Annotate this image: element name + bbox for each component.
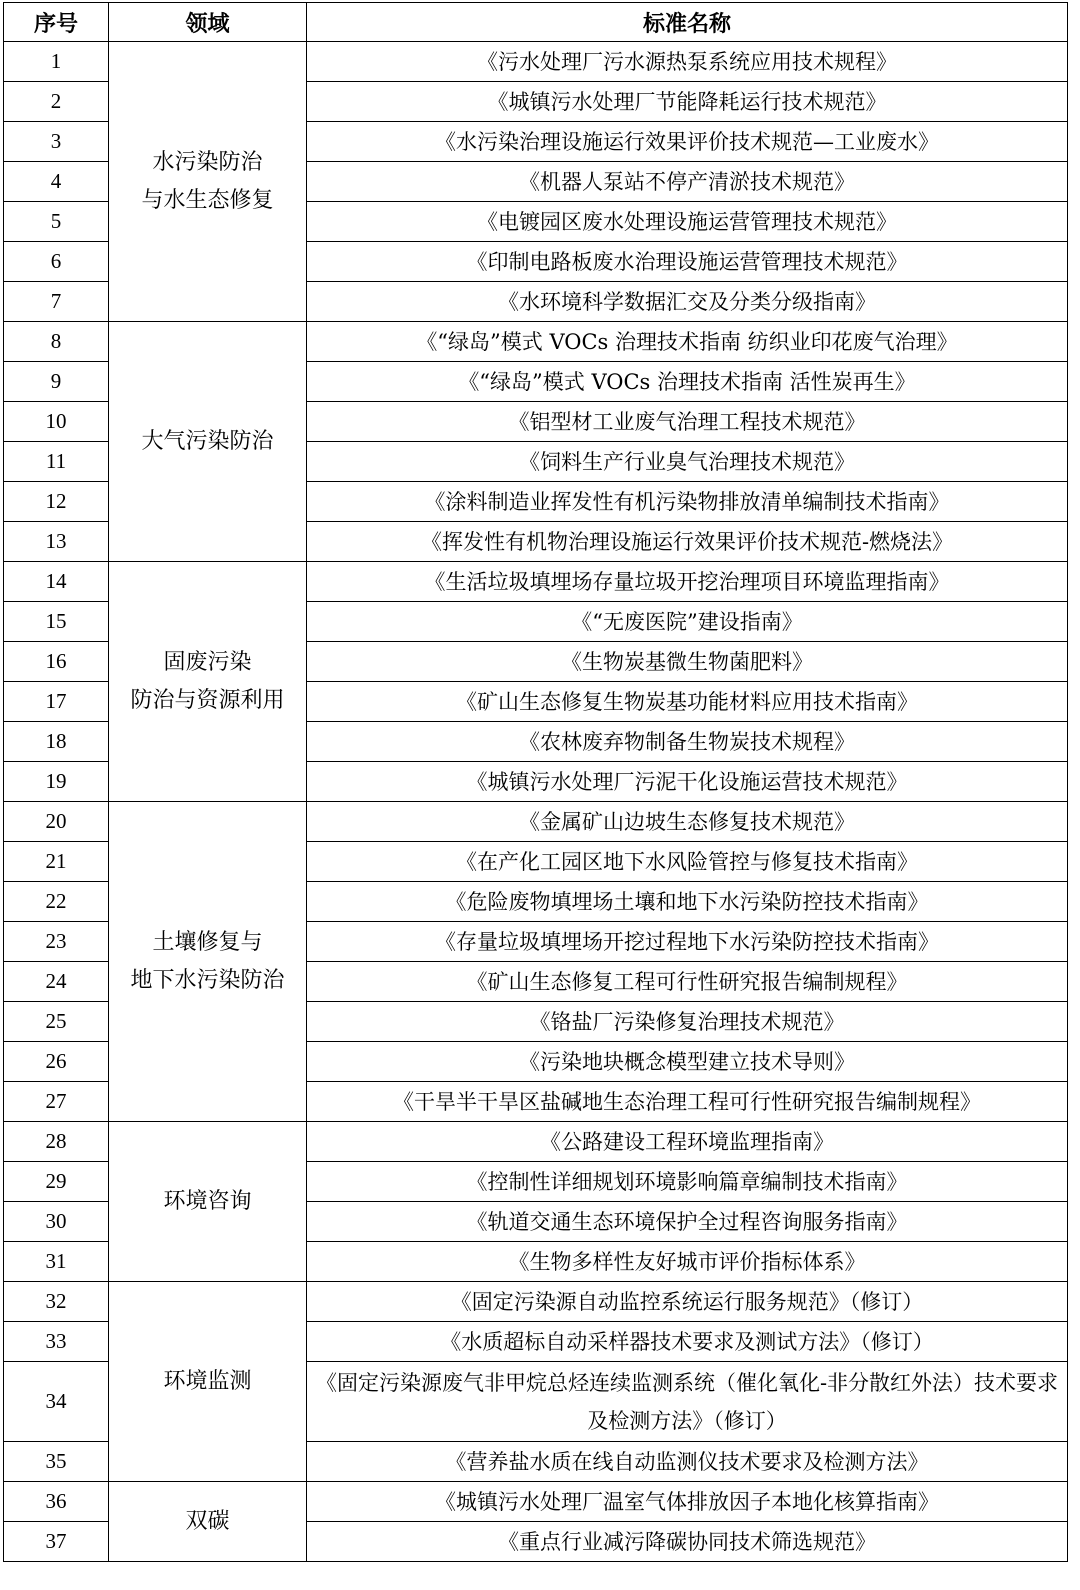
standard-name: 《“绿岛”模式 VOCs 治理技术指南 活性炭再生》 <box>307 362 1068 402</box>
header-num: 序号 <box>4 3 109 42</box>
table-row <box>4 802 1068 842</box>
row-number: 20 <box>4 802 109 842</box>
standard-name: 《金属矿山边坡生态修复技术规范》 <box>307 802 1068 842</box>
standard-name: 《矿山生态修复工程可行性研究报告编制规程》 <box>307 962 1068 1002</box>
row-number: 26 <box>4 1042 109 1082</box>
standard-name: 《干旱半干旱区盐碱地生态治理工程可行性研究报告编制规程》 <box>307 1082 1068 1122</box>
row-number: 11 <box>4 442 109 482</box>
row-number: 36 <box>4 1482 109 1522</box>
standard-name: 《生物多样性友好城市评价指标体系》 <box>307 1242 1068 1282</box>
row-number: 30 <box>4 1202 109 1242</box>
table-row <box>4 1122 1068 1162</box>
standard-name: 《电镀园区废水处理设施运营管理技术规范》 <box>307 202 1068 242</box>
standard-name: 《铬盐厂污染修复治理技术规范》 <box>307 1002 1068 1042</box>
standard-name: 《营养盐水质在线自动监测仪技术要求及检测方法》 <box>307 1442 1068 1482</box>
row-number: 10 <box>4 402 109 442</box>
standard-name: 《“绿岛”模式 VOCs 治理技术指南 纺织业印花废气治理》 <box>307 322 1068 362</box>
row-number: 33 <box>4 1322 109 1362</box>
row-number: 13 <box>4 522 109 562</box>
table-row <box>4 322 1068 362</box>
row-number: 18 <box>4 722 109 762</box>
table-body <box>4 42 1068 1562</box>
standard-name: 《固定污染源废气非甲烷总烃连续监测系统（催化氧化-非分散红外法）技术要求及检测方法》（修订） <box>307 1362 1068 1442</box>
standard-name: 《公路建设工程环境监理指南》 <box>307 1122 1068 1162</box>
standard-name: 《固定污染源自动监控系统运行服务规范》（修订） <box>307 1282 1068 1322</box>
standard-name: 《饲料生产行业臭气治理技术规范》 <box>307 442 1068 482</box>
table-row <box>4 42 1068 82</box>
standard-name: 《重点行业减污降碳协同技术筛选规范》 <box>307 1522 1068 1562</box>
row-number: 2 <box>4 82 109 122</box>
standard-name: 《在产化工园区地下水风险管控与修复技术指南》 <box>307 842 1068 882</box>
standard-name: 《水质超标自动采样器技术要求及测试方法》（修订） <box>307 1322 1068 1362</box>
row-number: 6 <box>4 242 109 282</box>
row-number: 24 <box>4 962 109 1002</box>
standard-name: 《轨道交通生态环境保护全过程咨询服务指南》 <box>307 1202 1068 1242</box>
row-number: 23 <box>4 922 109 962</box>
standard-name: 《“无废医院”建设指南》 <box>307 602 1068 642</box>
row-number: 12 <box>4 482 109 522</box>
row-number: 31 <box>4 1242 109 1282</box>
standard-name: 《城镇污水处理厂温室气体排放因子本地化核算指南》 <box>307 1482 1068 1522</box>
table-row <box>4 562 1068 602</box>
standard-name: 《控制性详细规划环境影响篇章编制技术指南》 <box>307 1162 1068 1202</box>
domain-cell: 土壤修复与 地下水污染防治 <box>109 802 307 1122</box>
domain-cell: 固废污染 防治与资源利用 <box>109 562 307 802</box>
standard-name: 《机器人泵站不停产清淤技术规范》 <box>307 162 1068 202</box>
standard-name: 《农林废弃物制备生物炭技术规程》 <box>307 722 1068 762</box>
row-number: 21 <box>4 842 109 882</box>
row-number: 8 <box>4 322 109 362</box>
header-domain: 领域 <box>109 3 307 42</box>
row-number: 15 <box>4 602 109 642</box>
standard-name: 《存量垃圾填埋场开挖过程地下水污染防控技术指南》 <box>307 922 1068 962</box>
standard-name: 《生活垃圾填埋场存量垃圾开挖治理项目环境监理指南》 <box>307 562 1068 602</box>
row-number: 35 <box>4 1442 109 1482</box>
header-name: 标准名称 <box>307 3 1068 42</box>
row-number: 34 <box>4 1362 109 1442</box>
row-number: 17 <box>4 682 109 722</box>
standard-name: 《涂料制造业挥发性有机污染物排放清单编制技术指南》 <box>307 482 1068 522</box>
row-number: 27 <box>4 1082 109 1122</box>
row-number: 22 <box>4 882 109 922</box>
row-number: 29 <box>4 1162 109 1202</box>
standard-name: 《危险废物填埋场土壤和地下水污染防控技术指南》 <box>307 882 1068 922</box>
standard-name: 《污染地块概念模型建立技术导则》 <box>307 1042 1068 1082</box>
row-number: 4 <box>4 162 109 202</box>
standard-name: 《城镇污水处理厂节能降耗运行技术规范》 <box>307 82 1068 122</box>
standards-table <box>3 2 1068 1562</box>
standard-name: 《污水处理厂污水源热泵系统应用技术规程》 <box>307 42 1068 82</box>
row-number: 5 <box>4 202 109 242</box>
standard-name: 《水污染治理设施运行效果评价技术规范—工业废水》 <box>307 122 1068 162</box>
row-number: 25 <box>4 1002 109 1042</box>
header-row <box>4 3 1068 42</box>
domain-cell: 环境咨询 <box>109 1122 307 1282</box>
domain-cell: 大气污染防治 <box>109 322 307 562</box>
table-row <box>4 1282 1068 1322</box>
row-number: 32 <box>4 1282 109 1322</box>
table-row <box>4 1482 1068 1522</box>
standard-name: 《城镇污水处理厂污泥干化设施运营技术规范》 <box>307 762 1068 802</box>
row-number: 14 <box>4 562 109 602</box>
domain-cell: 水污染防治 与水生态修复 <box>109 42 307 322</box>
standard-name: 《铝型材工业废气治理工程技术规范》 <box>307 402 1068 442</box>
standard-name: 《矿山生态修复生物炭基功能材料应用技术指南》 <box>307 682 1068 722</box>
row-number: 28 <box>4 1122 109 1162</box>
row-number: 7 <box>4 282 109 322</box>
row-number: 16 <box>4 642 109 682</box>
row-number: 19 <box>4 762 109 802</box>
standard-name: 《印制电路板废水治理设施运营管理技术规范》 <box>307 242 1068 282</box>
row-number: 9 <box>4 362 109 402</box>
standard-name: 《生物炭基微生物菌肥料》 <box>307 642 1068 682</box>
standard-name: 《水环境科学数据汇交及分类分级指南》 <box>307 282 1068 322</box>
row-number: 37 <box>4 1522 109 1562</box>
domain-cell: 双碳 <box>109 1482 307 1562</box>
row-number: 3 <box>4 122 109 162</box>
row-number: 1 <box>4 42 109 82</box>
standard-name: 《挥发性有机物治理设施运行效果评价技术规范-燃烧法》 <box>307 522 1068 562</box>
domain-cell: 环境监测 <box>109 1282 307 1482</box>
